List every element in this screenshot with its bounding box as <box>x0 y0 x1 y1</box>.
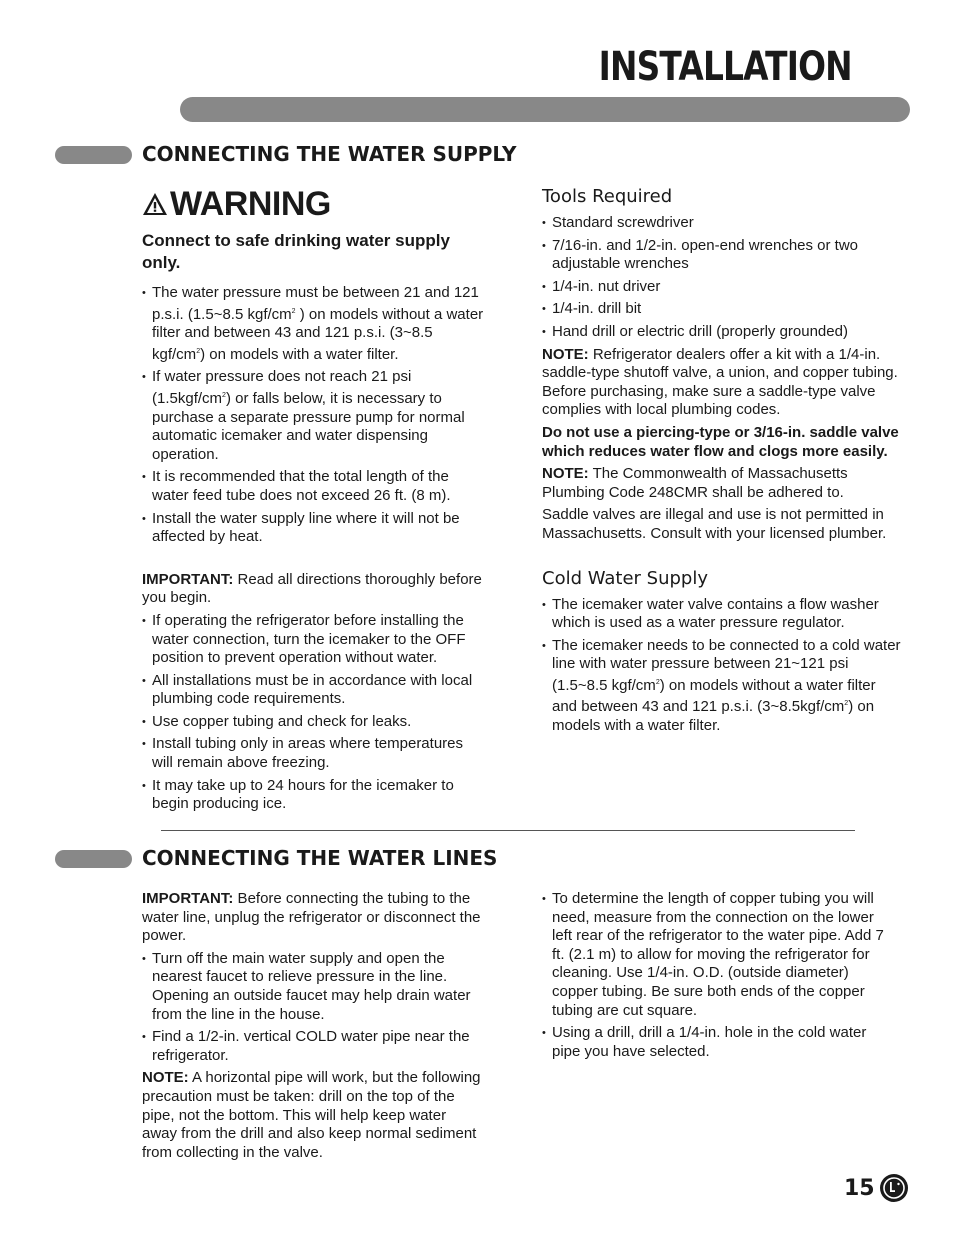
saddle-valve-text: Saddle valves are illegal and use is not permitted in Massachusetts. Consult with your licensed plumber. <box>542 506 887 542</box>
note-horizontal-pipe: NOTE: A horizontal pipe will work, but the following precaution must be taken: drill on the top of the pipe, not the bottom. This will help keep water away from the drill and also keep normal sediment from collecting in the valve. <box>142 1069 481 1161</box>
list-item: • Turn off the main water supply and open the nearest faucet to relieve pressure in the line. Opening an outside faucet may help drain water from the line in the house. <box>142 950 482 1024</box>
lg-logo-icon <box>879 1173 909 1203</box>
list-item: • 1/4-in. nut driver <box>542 278 904 297</box>
piercing-valve-warning: Do not use a piercing-type or 3/16-in. saddle valve which reduces water flow and clogs more easily. <box>542 423 899 460</box>
page-number: 15 <box>844 1176 875 1201</box>
cold-water-list <box>542 596 904 736</box>
section-heading-water-lines: CONNECTING THE WATER LINES <box>142 846 498 870</box>
list-item: • If water pressure does not reach 21 psi $(1.5kgf/cm^2)$ or falls below, it is necessary to purchase a separate pressure pump for normal automatic icemaker and water dispensing operation. <box>142 368 487 464</box>
important-note: IMPORTANT: Read all directions thoroughly before you begin. <box>142 570 482 607</box>
list-item: • Find a 1/2-in. vertical COLD water pipe near the refrigerator. <box>142 1028 482 1065</box>
page-title: INSTALLATION <box>598 44 852 90</box>
list-item: • It may take up to 24 hours for the icemaker to begin producing ice. <box>142 777 487 814</box>
list-item: • To determine the length of copper tubing you will need, measure from the connection on the lower left rear of the refrigerator to the water pipe. Add 7 ft. (2.1 m) to allow for moving the refrigerator for cleaning. Use 1/4-in. O.D. (outside diameter) copper tubing. Be sure both ends of the copper tubing are cut square. <box>542 890 887 1020</box>
section-heading-water-supply: CONNECTING THE WATER SUPPLY <box>142 142 517 166</box>
list-item: • The icemaker needs to be connected to a cold water line with water pressure between 21~121 psi (1.5~8.5 kgf/$cm^2$) on models without a water filter and between 43 and 121 p.s.i. $(3\sim 8.5kgf/cm^2)$ on models with a water filter. <box>542 637 904 736</box>
list-item: • Standard screwdriver <box>542 214 904 233</box>
left-column-water-lines <box>142 890 482 1166</box>
important-note: IMPORTANT: Before connecting the tubing to the water line, unplug the refrigerator or disconnect the power. <box>142 890 481 945</box>
list-item: • If operating the refrigerator before installing the water connection, turn the icemaker to the OFF position to prevent operation without water. <box>142 612 487 668</box>
section-tab-marker <box>55 146 132 164</box>
cold-water-heading: Cold Water Supply <box>542 567 708 589</box>
water-lines-list-2 <box>542 890 887 1061</box>
left-column-water-supply <box>142 184 487 818</box>
right-column-water-supply <box>542 186 904 740</box>
tools-heading: Tools Required <box>542 186 673 207</box>
list-item: • Hand drill or electric drill (properly grounded) <box>542 323 904 342</box>
warning-triangle-icon <box>142 191 168 217</box>
list-item: • All installations must be in accordance with local plumbing code requirements. <box>142 672 487 709</box>
warning-title: WARNING <box>170 185 331 223</box>
right-column-water-lines <box>542 890 887 1065</box>
list-item: • Use copper tubing and check for leaks. <box>142 713 487 732</box>
list-item: • The water pressure must be between 21 and 121 p.s.i. (1.5~8.5 kgf/$cm^2$ ) on models without a water filter and between 43 and 121 p.s.i. (3~8.5 kgf/$cm^2$) on models with a water filter. <box>142 284 487 364</box>
note-saddle-kit: NOTE: Refrigerator dealers offer a kit with a 1/4-in. saddle-type shutoff valve, a union, and copper tubing. Before purchasing, make sure a saddle-type valve complies with local plumbing codes. <box>542 345 898 419</box>
list-item: • 7/16-in. and 1/2-in. open-end wrenches or two adjustable wrenches <box>542 237 904 274</box>
tools-list <box>542 214 904 342</box>
list-item: • It is recommended that the total length of the water feed tube does not exceed 26 ft. (8 m). <box>142 468 487 505</box>
list-item: • The icemaker water valve contains a flow washer which is used as a water pressure regulator. <box>542 596 904 633</box>
list-item: • 1/4-in. drill bit <box>542 300 904 319</box>
note-massachusetts: NOTE: The Commonwealth of Massachusetts Plumbing Code 248CMR shall be adhered to. <box>542 465 848 501</box>
section-tab-marker <box>55 850 132 868</box>
water-lines-list <box>142 950 482 1066</box>
important-list <box>142 612 487 814</box>
list-item: • Install the water supply line where it will not be affected by heat. <box>142 510 487 547</box>
header-bar <box>180 97 910 122</box>
warning-subhead: Connect to safe drinking water supply only. <box>142 231 450 272</box>
section-divider <box>161 830 855 831</box>
warning-banner <box>142 184 487 224</box>
warning-list <box>142 284 487 547</box>
list-item: • Using a drill, drill a 1/4-in. hole in the cold water pipe you have selected. <box>542 1024 887 1061</box>
list-item: • Install tubing only in areas where temperatures will remain above freezing. <box>142 735 487 772</box>
